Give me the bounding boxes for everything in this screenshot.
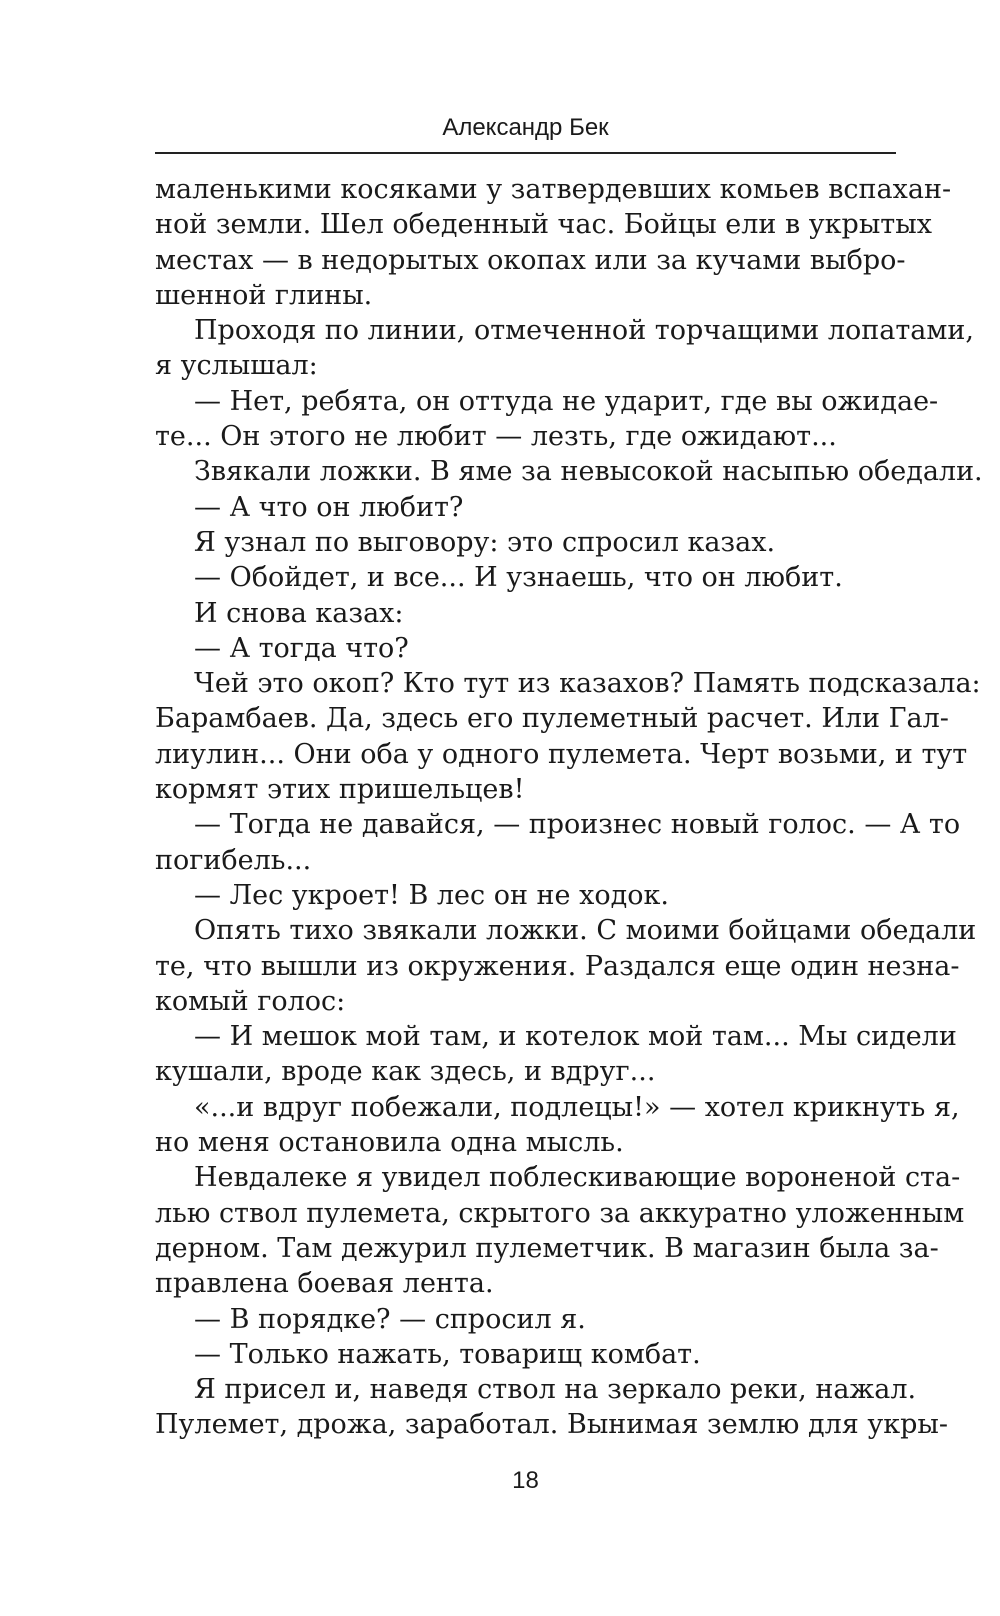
text-line: Звякали ложки. В яме за невысокой насыпью обедали. — [194, 456, 983, 488]
text-line: Опять тихо звякали ложки. С моими бойцами обедали — [194, 915, 977, 947]
text-line: Барамбаев. Да, здесь его пулеметный расчет. Или Гал- — [155, 703, 949, 735]
text-line: Проходя по линии, отмеченной торчащими лопатами, — [194, 315, 974, 347]
text-line: Чей это окоп? Кто тут из казахов? Память подсказала: — [194, 668, 981, 700]
text-line: маленькими косяками у затвердевших комьев вспахан- — [155, 174, 952, 205]
text-line: но меня остановила одна мысль. — [155, 1127, 624, 1159]
text-line: — И мешок мой там, и котелок мой там... Мы сидели — [194, 1021, 957, 1053]
text-line: правлена боевая лента. — [155, 1268, 494, 1300]
text-line: ной земли. Шел обеденный час. Бойцы ели в укрытых — [155, 209, 932, 241]
text-line: те, что вышли из окружения. Раздался еще один незна- — [155, 950, 960, 982]
text-line: я услышал: — [155, 350, 318, 382]
text-line: — Нет, ребята, он оттуда не ударит, где вы ожидае- — [194, 385, 939, 417]
text-line: лиулин... Они оба у одного пулемета. Черт возьми, и тут — [155, 738, 968, 770]
text-line: — В порядке? — спросил я. — [194, 1303, 586, 1335]
body-text — [155, 172, 983, 1443]
text-line: кормят этих пришельцев! — [155, 774, 525, 806]
text-line: Я узнал по выговору: это спросил казах. — [194, 526, 776, 558]
text-line: И снова казах: — [194, 597, 404, 629]
text-line: погибель... — [155, 844, 312, 876]
text-line: — А что он любит? — [194, 491, 464, 523]
text-line: — Тогда не давайся, — произнес новый голос. — А то — [194, 809, 961, 841]
running-header — [155, 112, 896, 154]
text-line: — Только нажать, товарищ комбат. — [194, 1338, 701, 1370]
text-line: «...и вдруг побежали, подлецы!» — хотел крикнуть я, — [194, 1091, 960, 1123]
text-line: — Лес укроет! В лес он не ходок. — [194, 879, 669, 911]
text-line: те... Он этого не любит — лезть, где ожидают... — [155, 421, 837, 453]
text-line: Невдалеке я увидел поблескивающие вороненой ста- — [194, 1162, 961, 1194]
text-line: дерном. Там дежурил пулеметчик. В магазин была за- — [155, 1232, 939, 1264]
text-line: — А тогда что? — [194, 632, 409, 664]
page-number: 18 — [512, 1467, 539, 1494]
text-line: — Обойдет, и все... И узнаешь, что он любит. — [194, 562, 843, 594]
text-line: шенной глины. — [155, 279, 373, 311]
author-name: Александр Бек — [442, 114, 609, 141]
text-line: Пулемет, дрожа, заработал. Вынимая землю для укры- — [155, 1409, 949, 1441]
text-line: Я присел и, наведя ствол на зеркало реки, нажал. — [194, 1374, 917, 1406]
text-line: комый голос: — [155, 985, 346, 1017]
text-line: местах — в недорытых окопах или за кучами выбро- — [155, 244, 906, 276]
text-line: кушали, вроде как здесь, и вдруг... — [155, 1056, 656, 1088]
text-line: лью ствол пулемета, скрытого за аккуратно уложенным — [155, 1197, 965, 1229]
